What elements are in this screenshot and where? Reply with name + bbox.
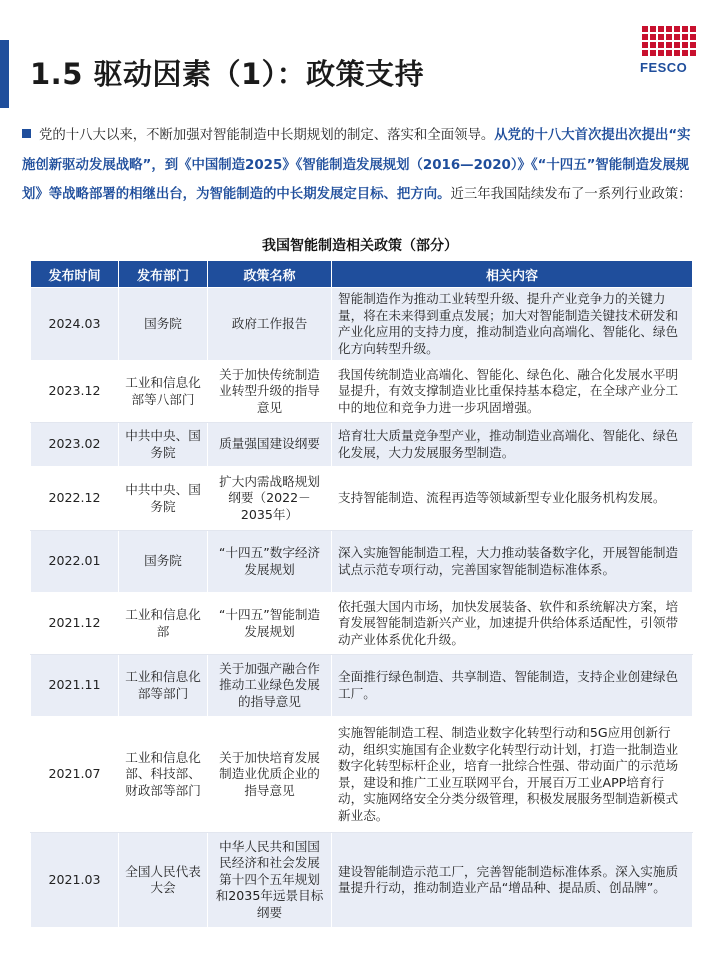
cell-content: 实施智能制造工程、制造业数字化转型行动和5G应用创新行动，组织实施国有企业数字化转型行动计划，打造一批制造业数字化转型标杆企业，培育一批综合性强、带动面广的示范场景，建设和推广工业互联网平台，开展百万工业APP培育行动，实施网络安全分类分级管理，积极发展服务型制造新模式新业态。 <box>332 717 693 833</box>
table-row <box>31 531 693 593</box>
cell-date: 2023.02 <box>31 423 119 467</box>
cell-content: 培育壮大质量竞争型产业，推动制造业高端化、智能化、绿色化发展，大力发展服务型制造。 <box>332 423 693 467</box>
header-dept: 发布部门 <box>119 261 208 288</box>
cell-name: “十四五”智能制造发展规划 <box>208 593 332 655</box>
intro-text-2: 近三年我国陆续发布了一系列行业政策： <box>450 187 692 202</box>
cell-date: 2023.12 <box>31 361 119 423</box>
cell-content: 智能制造作为推动工业转型升级、提升产业竞争力的关键力量，将在未来得到重点发展；加大对智能制造关键技术研发和产业化应用的支持力度，推动制造业向高端化、智能化、绿色化方向转型升级。 <box>332 288 693 361</box>
logo-text: FESCO <box>640 60 688 75</box>
table-row <box>31 467 693 531</box>
cell-name: 质量强国建设纲要 <box>208 423 332 467</box>
fesco-logo <box>640 26 698 75</box>
intro-highlight: 从党的十八大首次提出次提出“实施创新驱动发展战略”，到《中国制造2025》《智能制造发展规划（2016—2020）》《“十四五”智能制造发展规划》等战略部署的相继出台，为智能制造的中长期发展定目标、把方向。 <box>22 128 691 202</box>
table-header-row <box>31 261 693 288</box>
cell-dept: 国务院 <box>119 531 208 593</box>
cell-name: 扩大内需战略规划纲要（2022－2035年） <box>208 467 332 531</box>
cell-date: 2021.11 <box>31 655 119 717</box>
table-row <box>31 423 693 467</box>
cell-date: 2022.12 <box>31 467 119 531</box>
cell-date: 2022.01 <box>31 531 119 593</box>
cell-content: 建设智能制造示范工厂，完善智能制造标准体系。深入实施质量提升行动，推动制造业产品“增品种、提品质、创品牌”。 <box>332 833 693 928</box>
intro-text-1: 党的十八大以来，不断加强对智能制造中长期规划的制定、落实和全面领导。 <box>39 128 495 143</box>
cell-dept: 工业和信息化部等八部门 <box>119 361 208 423</box>
page-title: 1.5 驱动因素（1）：政策支持 <box>30 57 425 91</box>
cell-name: 政府工作报告 <box>208 288 332 361</box>
intro-paragraph <box>22 121 692 210</box>
header-name: 政策名称 <box>208 261 332 288</box>
table-row <box>31 361 693 423</box>
cell-content: 支持智能制造、流程再造等领域新型专业化服务机构发展。 <box>332 467 693 531</box>
cell-date: 2024.03 <box>31 288 119 361</box>
cell-name: “十四五”数字经济发展规划 <box>208 531 332 593</box>
table-caption: 我国智能制造相关政策（部分） <box>262 238 458 254</box>
table-row <box>31 717 693 833</box>
cell-date: 2021.12 <box>31 593 119 655</box>
table-row <box>31 655 693 717</box>
cell-name: 关于加快传统制造业转型升级的指导意见 <box>208 361 332 423</box>
policy-table <box>30 260 693 928</box>
cell-content: 我国传统制造业高端化、智能化、绿色化、融合化发展水平明显提升，有效支撑制造业比重保持基本稳定，在全球产业分工中的地位和竞争力进一步巩固增强。 <box>332 361 693 423</box>
cell-dept: 全国人民代表大会 <box>119 833 208 928</box>
table-row <box>31 593 693 655</box>
square-bullet-icon <box>22 129 31 138</box>
cell-dept: 国务院 <box>119 288 208 361</box>
cell-dept: 工业和信息化部、科技部、财政部等部门 <box>119 717 208 833</box>
cell-name: 中华人民共和国国民经济和社会发展第十四个五年规划和2035年远景目标纲要 <box>208 833 332 928</box>
cell-date: 2021.03 <box>31 833 119 928</box>
cell-dept: 中共中央、国务院 <box>119 467 208 531</box>
table-row <box>31 288 693 361</box>
table-row <box>31 833 693 928</box>
cell-dept: 工业和信息化部等部门 <box>119 655 208 717</box>
cell-dept: 中共中央、国务院 <box>119 423 208 467</box>
cell-date: 2021.07 <box>31 717 119 833</box>
cell-dept: 工业和信息化部 <box>119 593 208 655</box>
logo-mark-icon <box>642 26 698 56</box>
cell-content: 依托强大国内市场，加快发展装备、软件和系统解决方案，培育发展智能制造新兴产业，加速提升供给体系适配性，引领带动产业体系优化升级。 <box>332 593 693 655</box>
cell-name: 关于加强产融合作推动工业绿色发展的指导意见 <box>208 655 332 717</box>
header-content: 相关内容 <box>332 261 693 288</box>
cell-content: 全面推行绿色制造、共享制造、智能制造，支持企业创建绿色工厂。 <box>332 655 693 717</box>
cell-name: 关于加快培育发展制造业优质企业的指导意见 <box>208 717 332 833</box>
cell-content: 深入实施智能制造工程，大力推动装备数字化，开展智能制造试点示范专项行动，完善国家智能制造标准体系。 <box>332 531 693 593</box>
header-date: 发布时间 <box>31 261 119 288</box>
title-accent-bar <box>0 40 9 108</box>
